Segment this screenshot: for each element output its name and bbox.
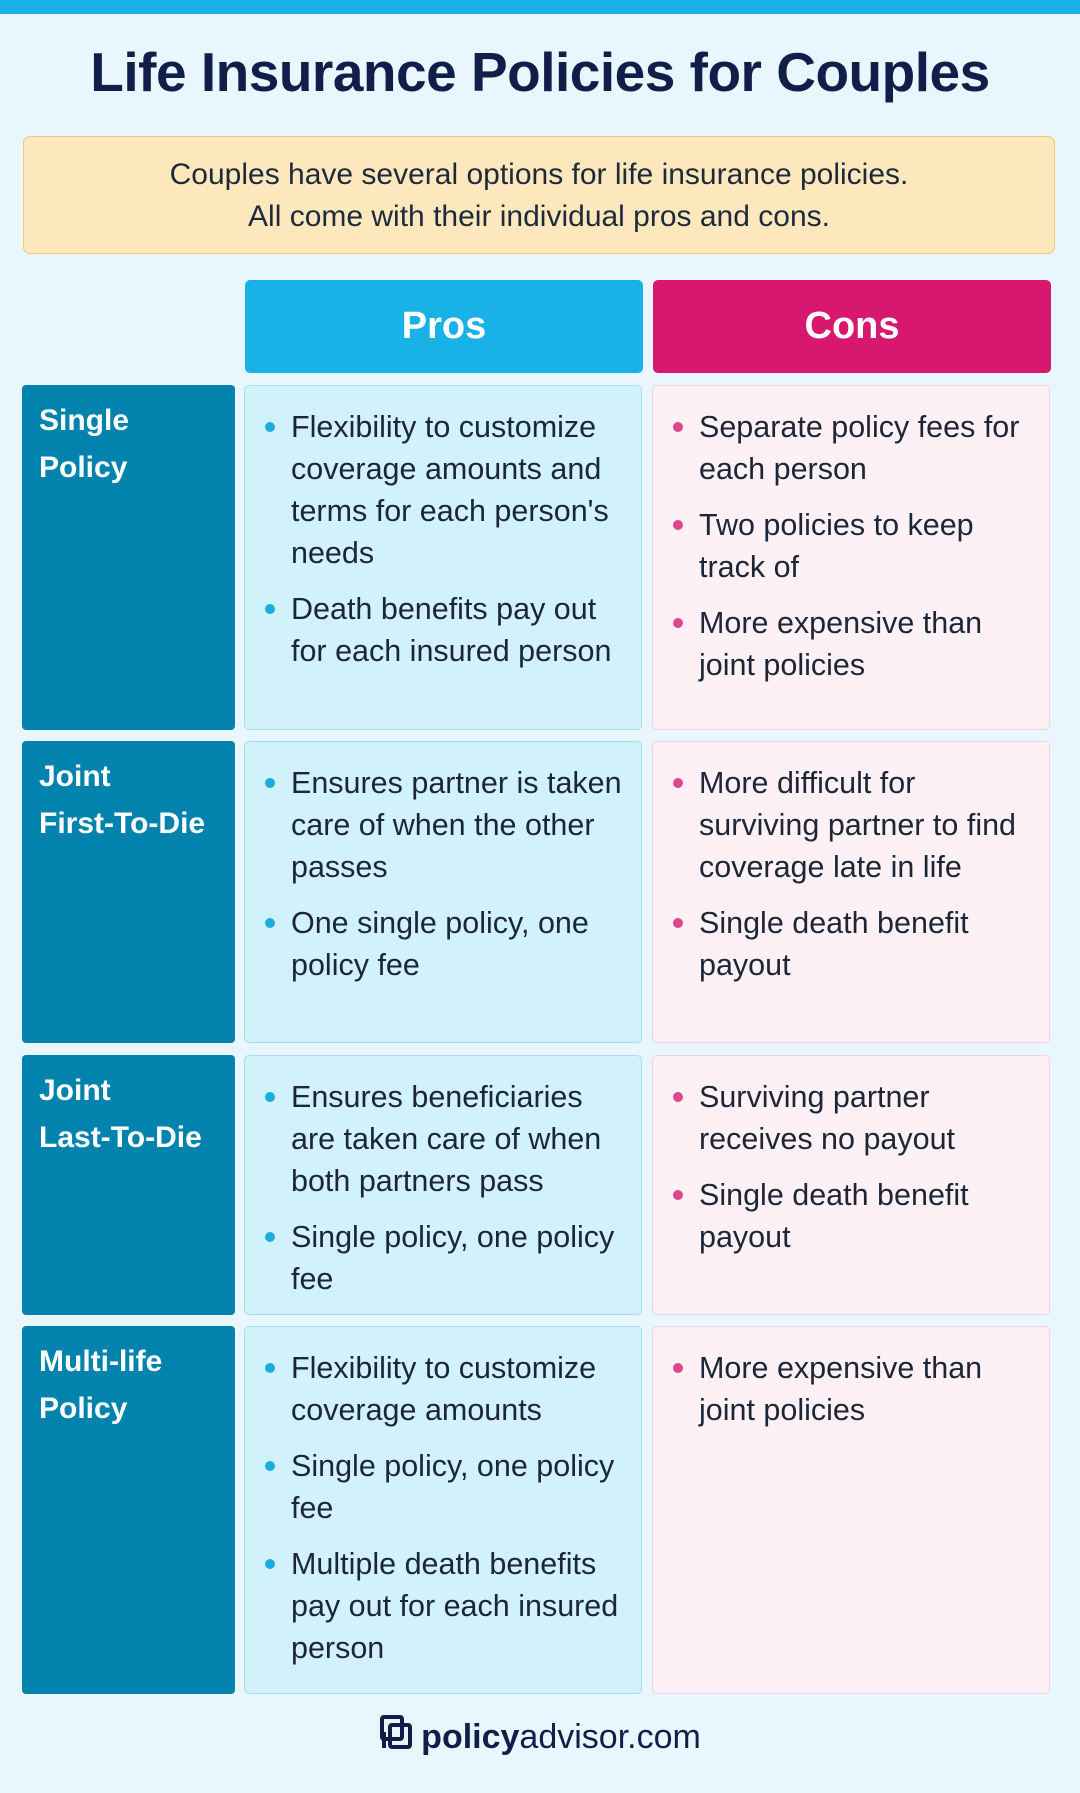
footer-brand [0, 1718, 1080, 1759]
pros-item [245, 762, 625, 888]
cons-item-text: Two policies to keep track of [699, 508, 974, 584]
cons-item [653, 902, 1033, 986]
row-label-line: First-To-Die [39, 807, 206, 840]
row-label-line: Last-To-Die [39, 1121, 202, 1154]
bullet-icon [673, 520, 683, 530]
bullet-icon [265, 918, 275, 928]
cons-item-text: Single death benefit payout [699, 906, 969, 982]
cons-item-text: Single death benefit payout [699, 1178, 969, 1254]
cons-item-text: Separate policy fees for each person [699, 410, 1020, 486]
pros-cell [244, 1326, 642, 1694]
bullet-icon [673, 1190, 683, 1200]
intro-line-2: All come with their individual pros and cons. [248, 200, 830, 233]
pros-item-text: Multiple death benefits pay out for each insured person [291, 1547, 619, 1665]
cons-item-text: Surviving partner receives no payout [699, 1080, 956, 1156]
row-label [22, 385, 235, 730]
bullet-icon [673, 1363, 683, 1373]
pros-list [245, 1076, 625, 1300]
bullet-icon [673, 778, 683, 788]
row-label-line: Joint [39, 760, 111, 793]
row-joint-first-to-die [0, 741, 1080, 1043]
policyadvisor-logo-icon [379, 1714, 413, 1759]
pros-item [245, 406, 625, 574]
pros-cell [244, 741, 642, 1043]
cons-list [653, 1347, 1033, 1431]
cons-item-text: More difficult for surviving partner to find coverage late in life [699, 766, 1017, 884]
pros-item [245, 1543, 625, 1669]
bullet-icon [673, 422, 683, 432]
bullet-icon [265, 1232, 275, 1242]
pros-item-text: Flexibility to customize coverage amounts and terms for each person's needs [291, 410, 609, 570]
bullet-icon [265, 422, 275, 432]
pros-item [245, 1216, 625, 1300]
cons-item [653, 762, 1033, 888]
row-single-policy [0, 385, 1080, 730]
bullet-icon [673, 618, 683, 628]
cons-item [653, 1076, 1033, 1160]
bullet-icon [673, 1092, 683, 1102]
pros-list [245, 762, 625, 986]
pros-cell [244, 1055, 642, 1315]
pros-item-text: Single policy, one policy fee [291, 1220, 615, 1296]
intro-box [23, 136, 1055, 254]
bullet-icon [265, 1461, 275, 1471]
row-label-line: Multi-life [39, 1345, 163, 1378]
row-label [22, 1326, 235, 1694]
row-label [22, 1055, 235, 1315]
pros-cell [244, 385, 642, 730]
page-title: Life Insurance Policies for Couples [90, 41, 990, 103]
top-accent-bar [0, 0, 1080, 14]
bullet-icon [673, 918, 683, 928]
cons-list [653, 1076, 1033, 1258]
bullet-icon [265, 1092, 275, 1102]
row-label-line: Policy [39, 451, 128, 484]
intro-line-1: Couples have several options for life insurance policies. [169, 158, 909, 191]
row-label-line: Single [39, 404, 130, 437]
pros-column-header: Pros [245, 280, 643, 373]
cons-cell [652, 741, 1050, 1043]
row-label [22, 741, 235, 1043]
pros-item-text: Ensures partner is taken care of when the other passes [291, 766, 622, 884]
pros-list [245, 406, 625, 672]
row-joint-last-to-die [0, 1055, 1080, 1315]
row-label-line: Joint [39, 1074, 111, 1107]
pros-list [245, 1347, 625, 1669]
brand-name-bold: policy [421, 1718, 520, 1756]
pros-item [245, 1347, 625, 1431]
bullet-icon [265, 1363, 275, 1373]
pros-item [245, 588, 625, 672]
pros-item [245, 902, 625, 986]
brand-name-rest: advisor.com [519, 1718, 701, 1756]
cons-column-header: Cons [653, 280, 1051, 373]
row-multi-life-policy [0, 1326, 1080, 1694]
pros-item [245, 1445, 625, 1529]
row-label-line: Policy [39, 1392, 128, 1425]
bullet-icon [265, 604, 275, 614]
bullet-icon [265, 1559, 275, 1569]
cons-item [653, 504, 1033, 588]
pros-item-text: Death benefits pay out for each insured person [291, 592, 612, 668]
cons-list [653, 762, 1033, 986]
cons-cell [652, 1326, 1050, 1694]
cons-item [653, 602, 1033, 686]
cons-list [653, 406, 1033, 686]
cons-cell [652, 385, 1050, 730]
cons-item [653, 1174, 1033, 1258]
cons-item [653, 406, 1033, 490]
pros-item-text: Ensures beneficiaries are taken care of when both partners pass [291, 1080, 602, 1198]
cons-item-text: More expensive than joint policies [699, 1351, 983, 1427]
bullet-icon [265, 778, 275, 788]
pros-item [245, 1076, 625, 1202]
cons-item-text: More expensive than joint policies [699, 606, 983, 682]
pros-item-text: One single policy, one policy fee [291, 906, 589, 982]
cons-item [653, 1347, 1033, 1431]
pros-item-text: Single policy, one policy fee [291, 1449, 615, 1525]
cons-cell [652, 1055, 1050, 1315]
pros-item-text: Flexibility to customize coverage amounts [291, 1351, 597, 1427]
